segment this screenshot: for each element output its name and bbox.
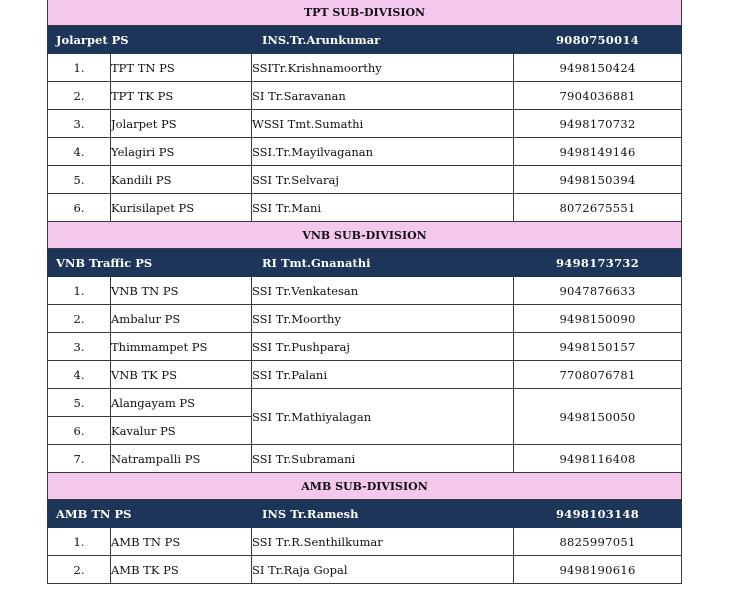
serial-number: 2. [48,556,111,584]
police-station: TPT TK PS [111,82,252,110]
serial-number: 2. [48,305,111,333]
officer-name: SSI Tr.Pushparaj [252,333,514,361]
table-row [48,528,682,556]
phone-number: 9498190616 [514,556,682,584]
phone-number: 7708076781 [514,361,682,389]
station-header-row [48,500,682,528]
header-officer: INS.Tr.Arunkumar [252,26,514,54]
subdivision-row [48,222,682,249]
serial-number: 7. [48,445,111,473]
officer-name: SSI Tr.Mathiyalagan [252,389,514,445]
serial-number: 6. [48,194,111,222]
table-row [48,110,682,138]
phone-number: 9498170732 [514,110,682,138]
officer-name: WSSI Tmt.Sumathi [252,110,514,138]
table-row [48,194,682,222]
table-row [48,445,682,473]
officer-name: SSI.Tr.Mayilvaganan [252,138,514,166]
table-row [48,82,682,110]
phone-number: 9498150090 [514,305,682,333]
table-row [48,305,682,333]
serial-number: 4. [48,361,111,389]
police-station: VNB TN PS [111,277,252,305]
serial-number: 3. [48,110,111,138]
police-station: AMB TN PS [111,528,252,556]
table-row [48,361,682,389]
station-header-row [48,26,682,54]
officer-name: SSI Tr.Moorthy [252,305,514,333]
police-station: Ambalur PS [111,305,252,333]
table-row [48,389,682,417]
table-row [48,138,682,166]
police-station: Thimmampet PS [111,333,252,361]
serial-number: 3. [48,333,111,361]
serial-number: 1. [48,277,111,305]
subdivision-row [48,0,682,26]
header-station: Jolarpet PS [48,26,252,54]
phone-number: 9498150394 [514,166,682,194]
phone-number: 8825997051 [514,528,682,556]
phone-number: 9498150157 [514,333,682,361]
serial-number: 5. [48,389,111,417]
serial-number: 1. [48,54,111,82]
phone-number: 9498116408 [514,445,682,473]
police-station: Kandili PS [111,166,252,194]
header-phone: 9080750014 [514,26,682,54]
serial-number: 6. [48,417,111,445]
phone-number: 7904036881 [514,82,682,110]
header-officer: RI Tmt.Gnanathi [252,249,514,277]
subdivision-title: TPT SUB-DIVISION [48,0,682,26]
table-row [48,277,682,305]
police-station: Yelagiri PS [111,138,252,166]
officer-name: SSI Tr.Venkatesan [252,277,514,305]
subdivision-title: AMB SUB-DIVISION [48,473,682,500]
officer-name: SSI Tr.Palani [252,361,514,389]
officer-name: SSI Tr.Mani [252,194,514,222]
police-station: VNB TK PS [111,361,252,389]
header-station: VNB Traffic PS [48,249,252,277]
police-station: AMB TK PS [111,556,252,584]
serial-number: 2. [48,82,111,110]
police-station: TPT TN PS [111,54,252,82]
phone-number: 9047876633 [514,277,682,305]
police-station: Kavalur PS [111,417,252,445]
phone-number: 9498150424 [514,54,682,82]
serial-number: 4. [48,138,111,166]
phone-number: 8072675551 [514,194,682,222]
header-phone: 9498173732 [514,249,682,277]
header-station: AMB TN PS [48,500,252,528]
header-phone: 9498103148 [514,500,682,528]
officer-name: SSITr.Krishnamoorthy [252,54,514,82]
serial-number: 5. [48,166,111,194]
officer-name: SSI Tr.R.Senthilkumar [252,528,514,556]
table-row [48,333,682,361]
serial-number: 1. [48,528,111,556]
contact-table [47,0,682,584]
officer-name: SSI Tr.Subramani [252,445,514,473]
table-row [48,556,682,584]
police-station: Jolarpet PS [111,110,252,138]
subdivision-row [48,473,682,500]
header-officer: INS Tr.Ramesh [252,500,514,528]
police-station: Kurisilapet PS [111,194,252,222]
officer-name: SSI Tr.Selvaraj [252,166,514,194]
phone-number: 9498149146 [514,138,682,166]
police-station: Natrampalli PS [111,445,252,473]
officer-name: SI Tr.Saravanan [252,82,514,110]
subdivision-title: VNB SUB-DIVISION [48,222,682,249]
police-station: Alangayam PS [111,389,252,417]
table-row [48,166,682,194]
table-row [48,54,682,82]
phone-number: 9498150050 [514,389,682,445]
officer-name: SI Tr.Raja Gopal [252,556,514,584]
station-header-row [48,249,682,277]
